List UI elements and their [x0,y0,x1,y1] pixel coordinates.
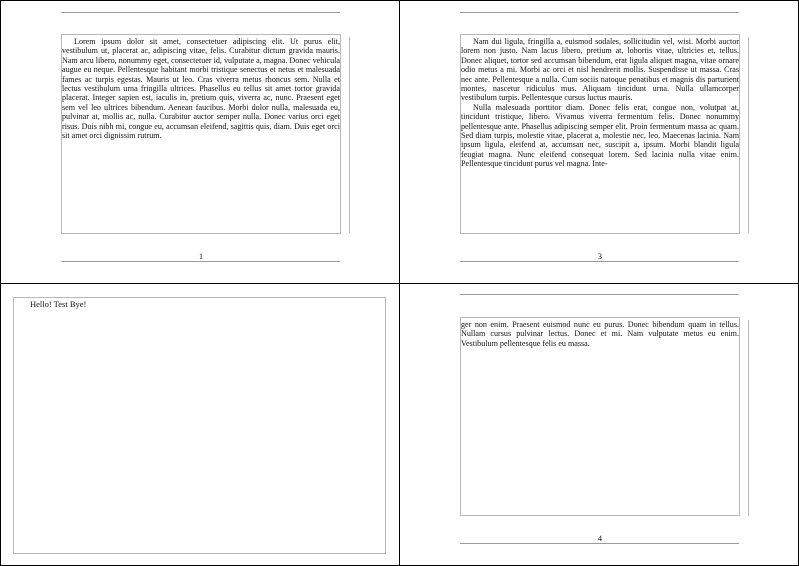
paragraph: ger non enim. Praesent euismod nunc eu purus. Donec bibendum quam in tellus. Nullam cursus pulvinar lectus. Donec et mi. Nam vulputate metus eu enim. Vestibulum pellentesque felis eu massa. [461,320,739,348]
page-number: 1 [199,252,203,261]
paragraph: Lorem ipsum dolor sit amet, consectetuer adipiscing elit. Ut purus elit, vestibulum ut, placerat ac, adipiscing vitae, felis. Curabitur dictum gravida mauris. Nam arcu libero, nonummy eget, consectetuer id, vulputate a, magna. Donec vehicula augue eu neque. Pellentesque habitant morbi tristique senectus et netus et malesuada fames ac turpis egestas. Mauris ut leo. Cras viverra metus rhoncus sem. Nulla et lectus vestibulum urna fringilla ultrices. Phasellus eu tellus sit amet tortor gravida placerat. Integer sapien est, iaculis in, pretium quis, viverra ac, nunc. Praesent eget sem vel leo ultrices bibendum. Aenean faucibus. Morbi dolor nulla, malesuada eu, pulvinar at, mollis ac, nulla. Curabitur auctor semper nulla. Donec varius orci eget risus. Duis nibh mi, congue eu, accumsan eleifend, sagittis quis, diam. Duis eget orci sit amet orci dignissim rutrum. [62,37,340,141]
footer-rule [460,543,739,544]
page-1-sheet [0,0,400,284]
footer-rule [460,261,739,262]
margin-rule [748,37,749,233]
body-text [62,37,340,140]
paragraph: Nulla malesuada porttitor diam. Donec felis erat, congue non, volutpat at, tincidunt tristique, libero. Vivamus viverra fermentum felis. Donec nonummy pellentesque ante. Phasellus adipiscing semper elit. Proin fermentum massa ac quam. Sed diam turpis, molestie vitae, placerat a, molestie nec, leo. Maecenas lacinia. Nam ipsum ligula, eleifend at, accumsan nec, suscipit a, ipsum. Morbi blandit ligula feugiat magna. Nunc eleifend consequat lorem. Sed lacinia nulla vitae enim. Pellentesque tincidunt purus vel magna. Inte- [461,102,739,169]
footer-rule [61,261,340,262]
text-frame [13,297,386,554]
margin-rule [349,37,350,233]
page-2-sheet [0,283,400,566]
margin-rule [748,320,749,516]
header-rule [460,294,739,295]
body-text [461,320,739,348]
header-rule [460,12,739,13]
page-3-sheet [399,0,799,284]
header-rule [61,12,340,13]
page-number: 3 [598,252,602,261]
paragraph: Nam dui ligula, fringilla a, euismod sodales, sollicitudin vel, wisi. Morbi auctor lorem non justo. Nam lacus libero, pretium at, lobortis vitae, ultricies et, tellus. Donec aliquet, tortor sed accumsan bibendum, erat ligula aliquet magna, vitae ornare odio metus a mi. Morbi ac orci et nisl hendrerit mollis. Suspendisse ut massa. Cras nec ante. Pellentesque a nulla. Cum sociis natoque penatibus et magnis dis parturient montes, nascetur ridiculus mus. Aliquam tincidunt urna. Nulla ullamcorper vestibulum turpis. Pellentesque cursus luctus mauris. [461,37,739,103]
body-text [461,37,739,169]
page-4-sheet [399,283,799,566]
hello-text: Hello! Test Bye! [30,299,87,309]
page-number: 4 [598,534,602,543]
